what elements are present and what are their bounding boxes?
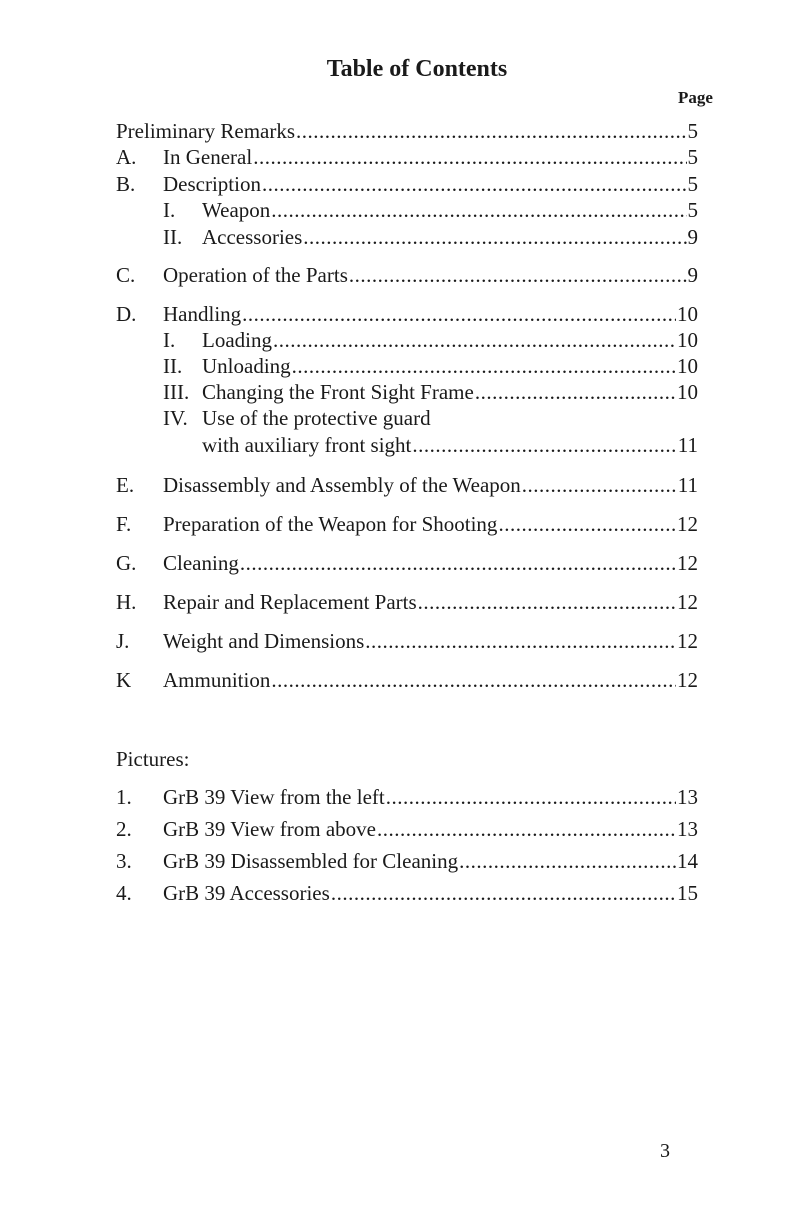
leader-dots [303, 224, 686, 250]
entry-text: Preparation of the Weapon for Shooting [163, 512, 498, 536]
entry-page: 13 [677, 785, 698, 809]
entry-text: Weapon [202, 198, 271, 222]
entry-page: 11 [677, 433, 698, 457]
entry-text: Use of the protective guard [202, 406, 431, 430]
entry-page: 10 [677, 380, 698, 404]
picture-entry [116, 880, 698, 906]
entry-page: 12 [677, 512, 698, 536]
toc-entry [116, 171, 698, 197]
entry-page: 5 [687, 172, 698, 196]
entry-label: D. [116, 302, 137, 326]
toc-entry [116, 144, 698, 170]
entry-label: F. [116, 512, 132, 536]
entry-label: I. [163, 198, 176, 222]
leader-dots [418, 589, 676, 615]
entry-text: GrB 39 Accessories [163, 881, 330, 905]
leader-dots [242, 301, 676, 327]
entry-text: Unloading [202, 354, 291, 378]
entry-label: 1. [116, 785, 132, 809]
picture-entry [116, 816, 698, 842]
entry-page: 10 [677, 328, 698, 352]
entry-label: II. [163, 225, 183, 249]
toc-subentry [116, 379, 698, 405]
entry-page: 12 [677, 551, 698, 575]
toc-entry [116, 511, 698, 537]
entry-label: IV. [163, 406, 188, 430]
entry-text: Loading [202, 328, 272, 352]
entry-label: II. [163, 354, 183, 378]
entry-label: E. [116, 473, 135, 497]
entry-text: Cleaning [163, 551, 239, 575]
leader-dots [273, 327, 676, 353]
entry-page: 12 [677, 590, 698, 614]
entry-label: H. [116, 590, 137, 614]
entry-text: Disassembly and Assembly of the Weapon [163, 473, 521, 497]
leader-dots [377, 816, 676, 842]
toc-entry [116, 667, 698, 693]
entry-label: I. [163, 328, 176, 352]
entry-text: Preliminary Remarks [116, 119, 296, 143]
leader-dots [386, 784, 676, 810]
leader-dots [271, 197, 686, 223]
entry-page: 5 [687, 145, 698, 169]
toc-subentry [116, 405, 698, 431]
toc-entry [116, 550, 698, 576]
toc-subentry [116, 197, 698, 223]
entry-text: GrB 39 View from the left [163, 785, 385, 809]
picture-entry [116, 784, 698, 810]
page-number: 3 [660, 1140, 670, 1162]
entry-label: 4. [116, 881, 132, 905]
entry-page: 10 [677, 354, 698, 378]
entry-text: In General [163, 145, 253, 169]
leader-dots [296, 118, 686, 144]
leader-dots [522, 472, 677, 498]
entry-text: GrB 39 Disassembled for Cleaning [163, 849, 459, 873]
picture-entry [116, 848, 698, 874]
toc-entry [116, 628, 698, 654]
entry-text: Accessories [202, 225, 303, 249]
leader-dots [475, 379, 676, 405]
leader-dots [240, 550, 676, 576]
entry-page: 12 [677, 629, 698, 653]
entry-text: Changing the Front Sight Frame [202, 380, 474, 404]
page-title: Table of Contents [326, 56, 508, 82]
entry-text-continued: with auxiliary front sight [202, 433, 412, 457]
toc-entry [116, 262, 698, 288]
entry-page: 11 [677, 473, 698, 497]
leader-dots [253, 144, 686, 170]
entry-text: Handling [163, 302, 242, 326]
entry-page: 5 [687, 119, 698, 143]
toc-entry [116, 589, 698, 615]
leader-dots [498, 511, 676, 537]
entry-page: 12 [677, 668, 698, 692]
toc-subentry [116, 327, 698, 353]
entry-page: 14 [677, 849, 698, 873]
pictures-heading: Pictures: [116, 747, 190, 771]
entry-label: A. [116, 145, 137, 169]
entry-page: 15 [677, 881, 698, 905]
toc-subentry [116, 224, 698, 250]
entry-label: J. [116, 629, 130, 653]
toc-subentry [116, 353, 698, 379]
entry-text: Description [163, 172, 261, 196]
entry-text: Weight and Dimensions [163, 629, 365, 653]
entry-text: GrB 39 View from above [163, 817, 376, 841]
entry-text: Ammunition [163, 668, 271, 692]
entry-label: G. [116, 551, 137, 575]
leader-dots [331, 880, 676, 906]
entry-text: Operation of the Parts [163, 263, 348, 287]
leader-dots [412, 432, 676, 458]
entry-label: K [116, 668, 132, 692]
entry-label: III. [163, 380, 190, 404]
entry-page: 10 [677, 302, 698, 326]
leader-dots [349, 262, 687, 288]
entry-label: C. [116, 263, 136, 287]
leader-dots [365, 628, 676, 654]
entry-label: 2. [116, 817, 132, 841]
toc-entry [116, 472, 698, 498]
page-column-header: Page [678, 88, 713, 107]
entry-page: 9 [687, 263, 698, 287]
entry-page: 5 [687, 198, 698, 222]
toc-entry [116, 301, 698, 327]
leader-dots [292, 353, 676, 379]
entry-page: 13 [677, 817, 698, 841]
entry-text: Repair and Replacement Parts [163, 590, 417, 614]
toc-entry [116, 118, 698, 144]
entry-page: 9 [687, 225, 698, 249]
leader-dots [262, 171, 687, 197]
toc-subentry-continuation [202, 432, 698, 458]
entry-label: B. [116, 172, 136, 196]
leader-dots [459, 848, 676, 874]
leader-dots [271, 667, 676, 693]
entry-label: 3. [116, 849, 132, 873]
